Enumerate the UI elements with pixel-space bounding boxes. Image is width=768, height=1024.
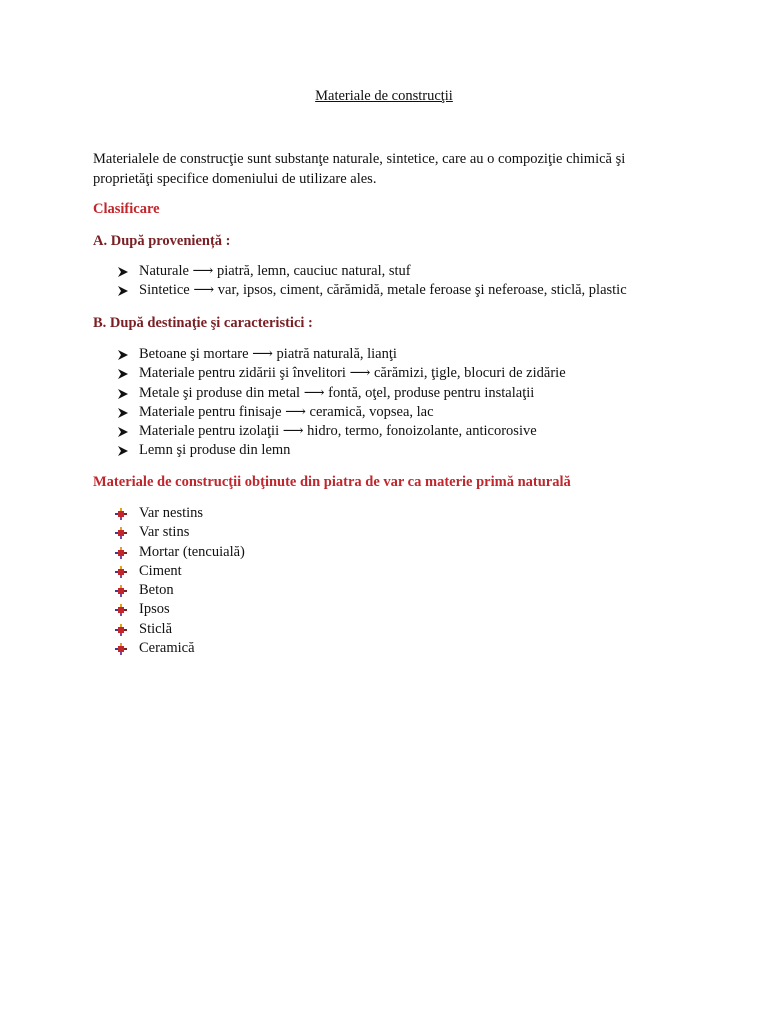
arrowhead-bullet-icon (117, 350, 129, 360)
list-item: Sticlă (115, 620, 245, 639)
intro-paragraph: Materialele de construcţie sunt substanţe naturale, sintetice, care au o compoziţie chimică şi proprietăţi specifice domeniului de utilizare ales. (93, 151, 626, 187)
colored-square-bullet-icon (115, 527, 127, 539)
colored-square-bullet-icon (115, 508, 127, 520)
arrowhead-bullet-icon (117, 389, 129, 399)
list-item: Sintetice ⟶ var, ipsos, ciment, cărămidă, metale feroase şi neferoase, sticlă, plastic (115, 281, 627, 300)
list-item: Naturale ⟶ piatră, lemn, cauciuc natural, stuf (115, 262, 627, 281)
colored-square-bullet-icon (115, 585, 127, 597)
list-item: Lemn şi produse din lemn (115, 441, 566, 460)
section-a-heading: A. După proveniență : (93, 233, 231, 249)
list-item: Materiale pentru izolaţii ⟶ hidro, termo, fonoizolante, anticorosive (115, 422, 566, 441)
list-item: Var stins (115, 523, 245, 542)
list-item: Materiale pentru zidării şi învelitori ⟶ cărămizi, ţigle, blocuri de zidărie (115, 364, 566, 383)
colored-square-bullet-icon (115, 604, 127, 616)
list-item: Ciment (115, 562, 245, 581)
list-item: Var nestins (115, 504, 245, 523)
list-item: Beton (115, 581, 245, 600)
colored-square-bullet-icon (115, 624, 127, 636)
arrowhead-bullet-icon (117, 369, 129, 379)
document-title: Materiale de construcţii (315, 88, 453, 104)
section-a-list (115, 262, 627, 301)
classification-heading: Clasificare (93, 201, 160, 217)
colored-square-bullet-icon (115, 547, 127, 559)
arrowhead-bullet-icon (117, 408, 129, 418)
colored-square-bullet-icon (115, 566, 127, 578)
list-item: Betoane şi mortare ⟶ piatră naturală, lianţi (115, 345, 566, 364)
arrowhead-bullet-icon (117, 267, 129, 277)
list-item: Ipsos (115, 600, 245, 619)
colored-square-bullet-icon (115, 643, 127, 655)
arrowhead-bullet-icon (117, 427, 129, 437)
list-item: Mortar (tencuială) (115, 543, 245, 562)
list-item: Materiale pentru finisaje ⟶ ceramică, vopsea, lac (115, 403, 566, 422)
arrowhead-bullet-icon (117, 446, 129, 456)
section-b-heading: B. După destinaţie şi caracteristici : (93, 315, 313, 331)
list-item: Metale şi produse din metal ⟶ fontă, oţel, produse pentru instalaţii (115, 384, 566, 403)
section-c-heading: Materiale de construcţii obţinute din piatra de var ca materie primă naturală (93, 474, 571, 490)
section-c-list (115, 504, 245, 658)
section-b-list (115, 345, 566, 461)
arrowhead-bullet-icon (117, 286, 129, 296)
list-item: Ceramică (115, 639, 245, 658)
